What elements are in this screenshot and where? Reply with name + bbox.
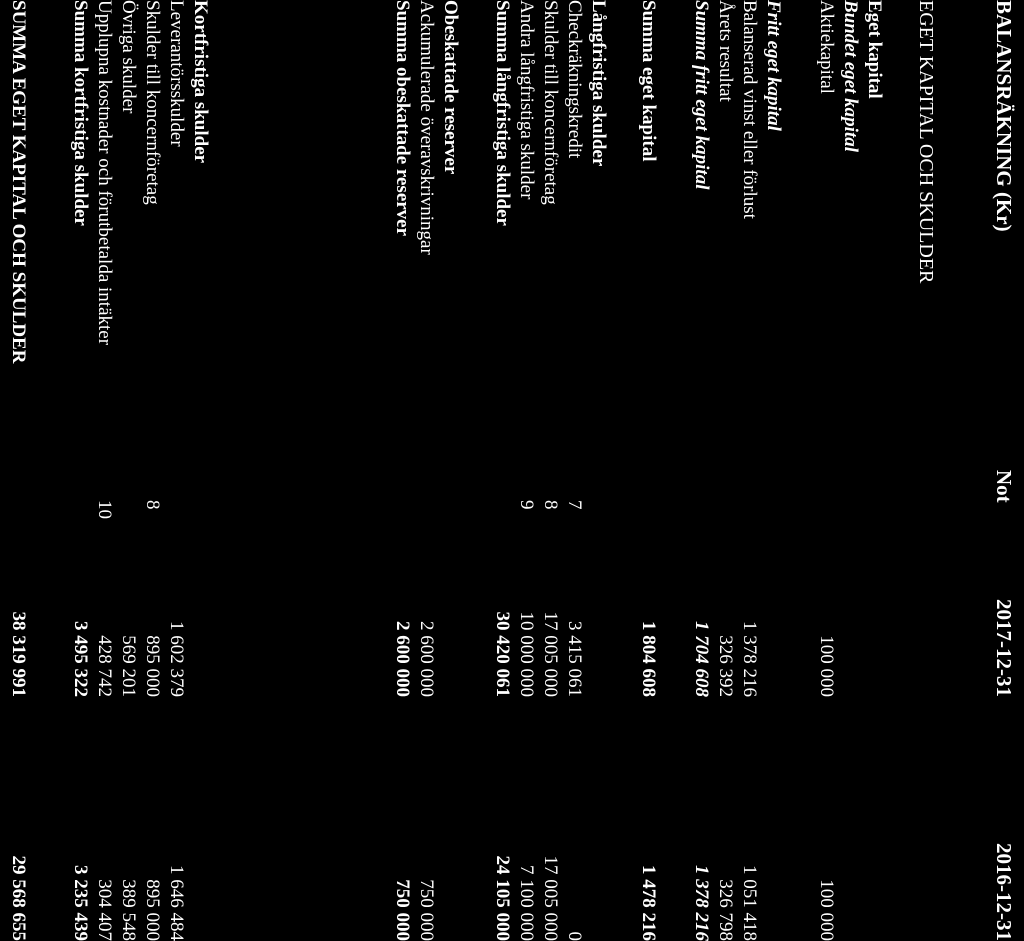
value-2016: 895 000 [142, 879, 163, 941]
note-column-header: Not [992, 470, 1016, 503]
table-row [164, 0, 188, 941]
row-label: Summa kortfristiga skulder [70, 0, 91, 226]
value-2016: 100 000 [816, 879, 837, 941]
table-row [6, 0, 30, 941]
table-row [390, 0, 414, 941]
section-heading: EGET KAPITAL OCH SKULDER [915, 0, 937, 284]
row-label: Checkräkningskredit [564, 0, 585, 159]
table-row [689, 0, 713, 941]
value-2016: 7 100 000 [516, 865, 537, 941]
row-label: Aktiekapital [816, 0, 837, 94]
note-ref: 7 [564, 500, 585, 510]
value-2017: 2 600 000 [392, 621, 413, 697]
row-label: Leverantörsskulder [166, 0, 187, 147]
row-label: Summa obeskattade reserver [392, 0, 413, 237]
table-row [490, 0, 514, 941]
value-2016: 326 798 [715, 879, 736, 941]
table-row [414, 0, 438, 941]
value-2016: 389 548 [118, 879, 139, 941]
table-row [862, 0, 886, 941]
table-row [737, 0, 761, 941]
value-2016: 1 646 484 [166, 865, 187, 941]
row-label: Långfristiga skulder [588, 0, 609, 167]
value-2017: 3 415 061 [564, 621, 585, 697]
value-2016: 24 105 000 [492, 855, 513, 941]
value-2017: 17 005 000 [540, 611, 561, 697]
row-label: Övriga skulder [118, 0, 139, 114]
value-2016: 0 [564, 931, 585, 941]
value-2016: 1 051 418 [739, 865, 760, 941]
row-label: Ackumulerade överavskrivningar [416, 0, 437, 255]
row-label: Summa långfristiga skulder [492, 0, 513, 226]
row-label: Summa eget kapital [638, 0, 659, 162]
value-2017: 895 000 [142, 635, 163, 697]
row-label: SUMMA EGET KAPITAL OCH SKULDER [8, 0, 29, 364]
value-2016: 29 568 655 [8, 855, 29, 941]
value-2016: 1 478 216 [638, 865, 659, 941]
table-row [538, 0, 562, 941]
table-row [814, 0, 838, 941]
value-2016: 1 378 216 [691, 865, 712, 941]
table-row [438, 0, 462, 941]
table-row [140, 0, 164, 941]
table-row [68, 0, 92, 941]
note-ref: 9 [516, 500, 537, 510]
note-ref: 8 [142, 500, 163, 510]
header-row [992, 0, 1016, 941]
table-row [188, 0, 212, 941]
value-2017: 2 600 000 [416, 621, 437, 697]
row-label: Bundet eget kapital [840, 0, 861, 152]
row-label: Andra långfristiga skulder [516, 0, 537, 200]
row-label: Balanserad vinst eller förlust [739, 0, 760, 219]
table-row [838, 0, 862, 941]
table-row [116, 0, 140, 941]
note-ref: 8 [540, 500, 561, 510]
section-heading-row [914, 0, 938, 941]
row-label: Eget kapital [864, 0, 885, 99]
table-row [92, 0, 116, 941]
table-row [562, 0, 586, 941]
row-label: Upplupna kostnader och förutbetalda intäkter [94, 0, 115, 346]
value-2017: 1 704 608 [691, 621, 712, 697]
value-2016: 750 000 [392, 879, 413, 941]
value-2017: 1 378 216 [739, 621, 760, 697]
page-title: BALANSRÄKNING (Kr) [992, 0, 1016, 232]
table-row [514, 0, 538, 941]
table-row [636, 0, 660, 941]
row-label: Summa fritt eget kapital [691, 0, 712, 190]
table-row [713, 0, 737, 941]
note-ref: 10 [94, 500, 115, 519]
row-label: Skulder till koncernföretag [540, 0, 561, 205]
value-2016: 3 235 439 [70, 865, 91, 941]
value-2017: 30 420 061 [492, 611, 513, 697]
row-label: Årets resultat [715, 0, 736, 102]
year1-column-header: 2017-12-31 [992, 599, 1016, 697]
row-label: Fritt eget kapital [763, 0, 784, 131]
value-2017: 100 000 [816, 635, 837, 697]
row-label: Skulder till koncernföretag [142, 0, 163, 205]
row-label: Kortfristiga skulder [190, 0, 211, 164]
value-2017: 569 201 [118, 635, 139, 697]
value-2016: 17 005 000 [540, 855, 561, 941]
value-2017: 326 392 [715, 635, 736, 697]
value-2016: 750 000 [416, 879, 437, 941]
row-label: Obeskattade reserver [440, 0, 461, 175]
table-row [586, 0, 610, 941]
value-2016: 304 407 [94, 879, 115, 941]
value-2017: 1 804 608 [638, 621, 659, 697]
value-2017: 38 319 991 [8, 611, 29, 697]
table-row [761, 0, 785, 941]
value-2017: 1 602 379 [166, 621, 187, 697]
year2-column-header: 2016-12-31 [992, 843, 1016, 941]
value-2017: 3 495 322 [70, 621, 91, 697]
value-2017: 10 000 000 [516, 611, 537, 697]
value-2017: 428 742 [94, 635, 115, 697]
